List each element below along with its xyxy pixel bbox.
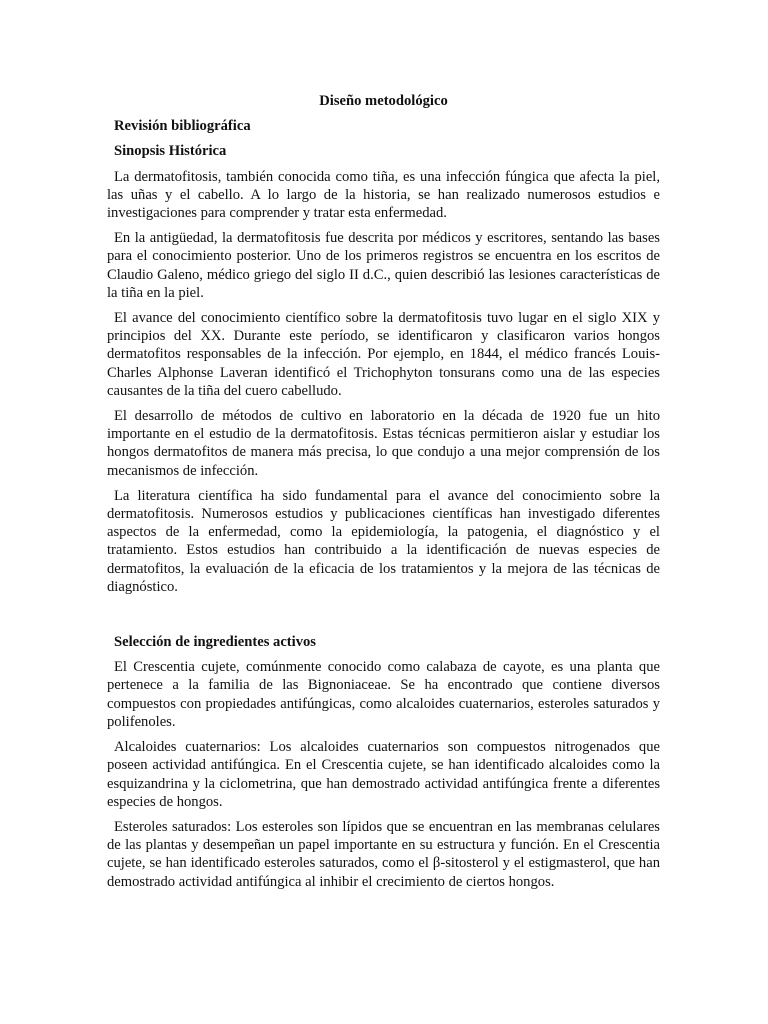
paragraph: La literatura científica ha sido fundamental para el avance del conocimiento sobre la dermatofitosis. Numerosos estudios y publicaciones científicas han investigado diferentes aspectos de la enfermedad, como la epidemiología, la patogenia, el diagnóstico y el tratamiento. Estos estudios han contribuido a la identificación de nuevas especies de dermatofitos, la evaluación de la eficacia de los tratamientos y la mejora de las técnicas de diagnóstico. [107, 487, 660, 595]
section-spacer [107, 603, 660, 633]
paragraph: La dermatofitosis, también conocida como tiña, es una infección fúngica que afecta la piel, las uñas y el cabello. A lo largo de la historia, se han realizado numerosos estudios e investigaciones para comprender y tratar esta enfermedad. [107, 168, 660, 222]
paragraph: En la antigüedad, la dermatofitosis fue descrita por médicos y escritores, sentando las bases para el conocimiento posterior. Uno de los primeros registros se encuentra en los escritos de Claudio Galeno, médico griego del siglo II d.C., quien describió las lesiones características de la tiña en la piel. [107, 230, 660, 301]
document-body [107, 92, 660, 898]
paragraph: El desarrollo de métodos de cultivo en laboratorio en la década de 1920 fue un hito importante en el estudio de la dermatofitosis. Estas técnicas permitieron aislar y estudiar los hongos dermatofitos de manera más precisa, lo que condujo a una mejor comprensión de los mecanismos de infección. [107, 408, 660, 479]
section-heading-literature-review: Revisión bibliográfica [114, 118, 251, 135]
document-title: Diseño metodológico [319, 93, 448, 109]
paragraph: El avance del conocimiento científico sobre la dermatofitosis tuvo lugar en el siglo XIX y principios del XX. Durante este período, se identificaron y clasificaron varios hongos dermatofitos responsables de la infección. Por ejemplo, en 1844, el médico francés Louis-Charles Alphonse Laveran identificó el Trichophyton tonsurans como una de las especies causantes de la tiña del cuero cabelludo. [107, 310, 660, 399]
paragraph: El Crescentia cujete, comúnmente conocido como calabaza de cayote, es una planta que pertenece a la familia de las Bignoniaceae. Se ha encontrado que contiene diversos compuestos con propiedades antifúngicas, como alcaloides cuaternarios, esteroles saturados y polifenoles. [107, 659, 660, 730]
section-heading-active-ingredients: Selección de ingredientes activos [114, 634, 316, 651]
section-heading-historical-synopsis: Sinopsis Histórica [114, 143, 227, 160]
paragraph: Alcaloides cuaternarios: Los alcaloides cuaternarios son compuestos nitrogenados que poseen actividad antifúngica. En el Crescentia cujete, se han identificado alcaloides como la esquizandrina y la ciclometrina, que han demostrado actividad antifúngica frente a diferentes especies de hongos. [107, 739, 660, 810]
paragraph: Esteroles saturados: Los esteroles son lípidos que se encuentran en las membranas celulares de las plantas y desempeñan un papel importante en su estructura y función. En el Crescentia cujete, se han identificado esteroles saturados, como el β-sitosterol y el estigmasterol, que han demostrado actividad antifúngica al inhibir el crecimiento de ciertos hongos. [107, 818, 660, 890]
